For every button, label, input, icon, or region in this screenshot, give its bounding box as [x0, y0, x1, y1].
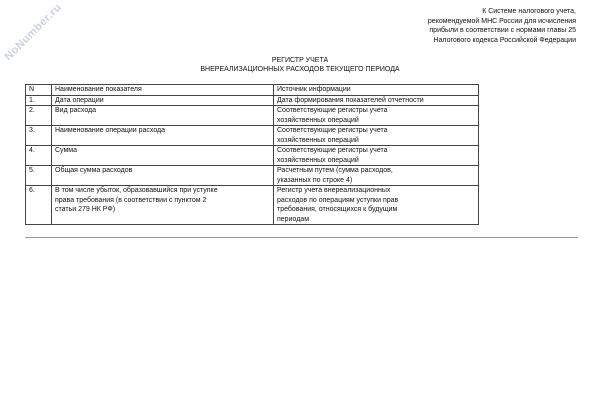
header-cell: Наименование показателя — [52, 85, 274, 96]
header-cell: N — [26, 85, 52, 96]
cell-indicator: Вид расхода — [52, 106, 274, 126]
watermark: NoNumber.ru — [2, 1, 65, 63]
cell-number: 2. — [26, 106, 52, 126]
table-row — [26, 166, 479, 186]
note-line: прибыли в соответствии с нормами главы 25 — [429, 27, 576, 34]
header-note — [428, 7, 576, 45]
register-table — [25, 84, 479, 225]
title-line-2: ВНЕРЕАЛИЗАЦИОННЫХ РАСХОДОВ ТЕКУЩЕГО ПЕРИОДА — [200, 65, 400, 73]
table-header-row — [26, 85, 479, 96]
cell-number: 6. — [26, 186, 52, 225]
table-row — [26, 106, 479, 126]
cell-source: Соответствующие регистры учета хозяйственных операций — [274, 106, 479, 126]
cell-source: Дата формирования показателей отчетности — [274, 95, 479, 106]
header-cell: Источник информации — [274, 85, 479, 96]
cell-indicator: Наименование операции расхода — [52, 126, 274, 146]
cell-source: Расчетным путем (сумма расходов, указанных по строке 4) — [274, 166, 479, 186]
cell-source: Соответствующие регистры учета хозяйственных операций — [274, 146, 479, 166]
note-line: Налогового кодекса Российской Федерации — [433, 36, 576, 44]
table-row — [26, 186, 479, 225]
table-row — [26, 126, 479, 146]
table-row — [26, 146, 479, 166]
table-row — [26, 95, 479, 106]
cell-number: 3. — [26, 126, 52, 146]
cell-indicator: Дата операции — [52, 95, 274, 106]
cell-indicator: Общая сумма расходов — [52, 166, 274, 186]
cell-indicator: Сумма — [52, 146, 274, 166]
cell-number: 5. — [26, 166, 52, 186]
cell-number: 1. — [26, 95, 52, 106]
title-line-1: РЕГИСТР УЧЕТА — [271, 57, 329, 64]
note-line: К Системе налогового учета, — [482, 8, 576, 15]
cell-source: Соответствующие регистры учета хозяйственных операций — [274, 126, 479, 146]
document-title — [0, 57, 600, 74]
note-line: рекомендуемой МНС России для исчисления — [427, 17, 576, 25]
divider-line — [25, 237, 578, 238]
cell-source: Регистр учета внереализационных расходов по операциям уступки прав требования, относящихся к будущим периодам — [274, 186, 479, 225]
cell-indicator: В том числе убыток, образовавшийся при уступке права требования (в соответствии с пунктом 2 статьи 279 НК РФ) — [52, 186, 274, 225]
cell-number: 4. — [26, 146, 52, 166]
